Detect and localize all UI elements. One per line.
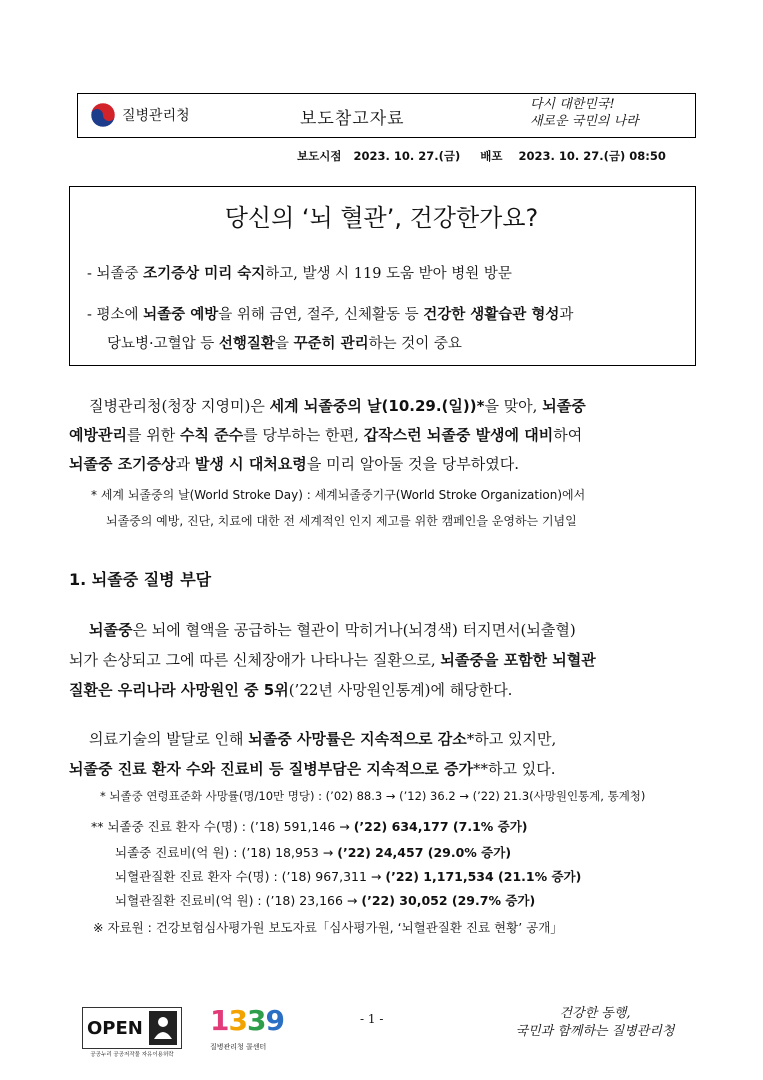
emphasis: 뇌졸중 예방: [143, 307, 219, 323]
text: 당뇨병·고혈압 등: [107, 336, 219, 352]
burden-para-2-line-1: [69, 726, 694, 753]
text: 을 위해 금연, 절주, 신체활동 등: [218, 307, 424, 323]
footnote-world-stroke-day-cont: 뇌졸중의 예방, 진단, 치료에 대한 전 세계적인 인지 제고를 위한 캠페인을 운영하는 기념일: [106, 514, 577, 528]
agency-slogan-line-2: 국민과 함께하는 질병관리청: [515, 1024, 675, 1039]
intro-line-2: [69, 422, 694, 449]
release-timing: [297, 148, 666, 164]
distribute-date: 2023. 10. 27.(금) 08:50: [518, 149, 666, 163]
emphasis: 꾸준히 관리: [293, 336, 369, 352]
footnote-world-stroke-day: * 세계 뇌졸중의 날(World Stroke Day) : 세계뇌졸중기구(World Stroke Organization)에서: [91, 488, 586, 502]
text: - 평소에: [87, 307, 144, 323]
emphasis: 뇌졸중 조기증상: [69, 455, 176, 473]
subtitle-line-1: [87, 262, 512, 283]
emphasis: (’22) 1,171,534 (21.1% 증가): [385, 869, 582, 884]
text: 과: [559, 307, 574, 323]
text: 질병관리청(청장 지영미)은: [89, 397, 270, 415]
open-label: OPEN: [87, 1017, 143, 1039]
license-person-icon: [149, 1011, 177, 1045]
taegeuk-icon: [90, 102, 116, 128]
text: - 뇌졸중: [87, 266, 144, 282]
intro-line-3: [69, 451, 694, 478]
text: 를 위한: [126, 426, 180, 444]
emphasis: (’22) 634,177 (7.1% 증가): [353, 819, 528, 834]
emphasis: 선행질환: [218, 336, 275, 352]
stat-stroke-cost: [115, 843, 511, 861]
burden-para-1-line-1: [69, 617, 694, 644]
emphasis: (’22) 24,457 (29.0% 증가): [337, 845, 512, 860]
text: 하고, 발생 시 119 도움 받아 병원 방문: [265, 266, 512, 282]
text: ** 뇌졸중 진료 환자 수(명) : (’18) 591,146 →: [91, 819, 354, 834]
burden-para-1-line-2: [69, 647, 694, 674]
emphasis: 예방관리: [69, 426, 127, 444]
release-date: 2023. 10. 27.(금): [353, 149, 461, 163]
agency-slogan-line-1: 건강한 동행,: [559, 1006, 631, 1021]
emphasis: 뇌졸중: [542, 397, 586, 415]
emphasis: (’22) 30,052 (29.7% 증가): [361, 893, 536, 908]
document-type: 보도참고자료: [300, 109, 405, 129]
emphasis: 질환은 우리나라 사망원인 중 5위: [69, 681, 289, 699]
intro-line-1: [69, 393, 694, 420]
text: 하여: [553, 426, 583, 444]
callcenter-digit: 3: [246, 1004, 266, 1037]
burden-para-2-line-2: [69, 756, 694, 783]
text: 하는 것이 중요: [368, 336, 462, 352]
emphasis: 발생 시 대처요령: [194, 455, 307, 473]
main-title: 당신의 ‘뇌 혈관’, 건강한가요?: [224, 204, 539, 232]
text: 은 뇌에 혈액을 공급하는 혈관이 막히거나(뇌경색) 터지면서(뇌출혈): [132, 621, 576, 639]
emphasis: (10.29.(일))*: [381, 397, 485, 415]
callcenter-number: [210, 1004, 284, 1037]
text: 을: [274, 336, 294, 352]
text: 뇌혈관질환 진료비(억 원) : (’18) 23,166 →: [115, 893, 362, 908]
emphasis: 세계 뇌졸중의 날: [269, 397, 382, 415]
callcenter-digit: 9: [265, 1004, 284, 1037]
slogan-line-2: 새로운 국민의 나라: [530, 114, 639, 129]
data-source: ※ 자료원 : 건강보험심사평가원 보도자료「심사평가원, ‘뇌혈관질환 진료 현황’ 공개」: [93, 920, 563, 935]
callcenter-digits: [210, 1004, 284, 1037]
emphasis: 조기증상 미리 숙지: [143, 266, 266, 282]
text: 을 맞아,: [484, 397, 543, 415]
emphasis: 건강한 생활습관 형성: [423, 307, 560, 323]
emphasis: 뇌졸중을 포함한 뇌혈관: [440, 651, 596, 669]
text: (’22년 사망원인통계)에 해당한다.: [288, 681, 513, 699]
subtitle-line-2: [87, 303, 573, 324]
agency-logo: [90, 101, 230, 129]
callcenter-digit: 1: [210, 1004, 229, 1037]
open-license-badge: [82, 1007, 182, 1049]
text: **하고 있다.: [473, 760, 556, 778]
callcenter-digit: 3: [228, 1004, 247, 1037]
text: *하고 있지만,: [466, 730, 557, 748]
stat-cerebrovascular-patients: [115, 867, 581, 885]
stat-cerebrovascular-cost: [115, 891, 535, 909]
text: 의료기술의 발달로 인해: [89, 730, 249, 748]
open-license-caption: 공공누리 공공저작물 자유이용허락: [90, 1052, 174, 1058]
emphasis: 갑작스런 뇌졸중 발생에 대비: [363, 426, 554, 444]
government-slogan: [530, 96, 639, 130]
text: 뇌혈관질환 진료 환자 수(명) : (’18) 967,311 →: [115, 869, 386, 884]
subtitle-line-3: [107, 332, 462, 353]
stat-stroke-patients: [91, 817, 528, 835]
agency-name: 질병관리청: [122, 108, 190, 124]
text: 뇌가 손상되고 그에 따른 신체장애가 나타나는 질환으로,: [69, 651, 441, 669]
agency-slogan: [500, 1005, 690, 1041]
text: 뇌졸중 진료비(억 원) : (’18) 18,953 →: [115, 845, 338, 860]
text: 를 당부하는 한편,: [243, 426, 364, 444]
emphasis: 뇌졸중: [89, 621, 133, 639]
emphasis: 뇌졸중 사망률은 지속적으로 감소: [248, 730, 467, 748]
section-heading: 1. 뇌졸중 질병 부담: [69, 570, 212, 589]
text: 을 미리 알아둘 것을 당부하였다.: [306, 455, 520, 473]
emphasis: 수칙 준수: [179, 426, 244, 444]
page-number: - 1 -: [360, 1012, 384, 1026]
emphasis: 뇌졸중 진료 환자 수와 진료비 등 질병부담은 지속적으로 증가: [69, 760, 474, 778]
distribute-label: 배포: [480, 149, 503, 163]
burden-para-1-line-3: [69, 677, 694, 704]
release-label: 보도시점: [297, 149, 342, 163]
slogan-line-1: 다시 대한민국!: [530, 97, 615, 112]
text: 과: [175, 455, 195, 473]
footnote-mortality: * 뇌졸중 연령표준화 사망률(명/10만 명당) : (’02) 88.3 → (’12) 36.2 → (’22) 21.3(사망원인통계, 통계청): [100, 789, 646, 803]
callcenter-caption: 질병관리청 콜센터: [210, 1043, 267, 1051]
